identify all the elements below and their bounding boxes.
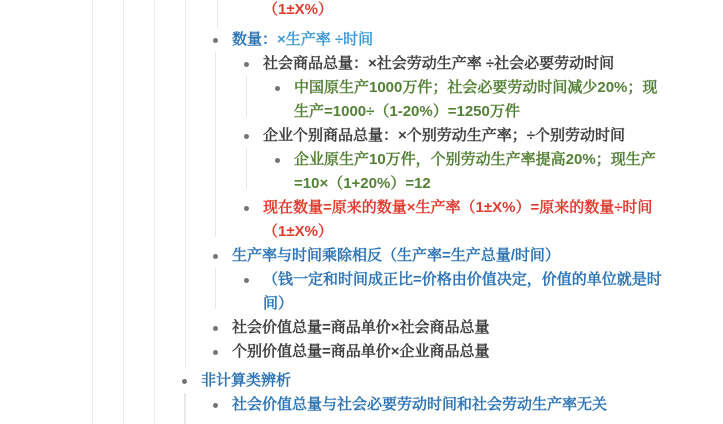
node-text[interactable] — [263, 124, 663, 148]
bullet-dot-icon — [213, 326, 218, 331]
node-bullet[interactable] — [241, 196, 252, 220]
node-bullet[interactable] — [210, 28, 221, 52]
node-text[interactable] — [232, 316, 702, 340]
node-text-segment: 社会价值总量与社会必要劳动时间和社会劳动生产率无关 — [232, 396, 608, 413]
node-text-segment: 现在数量=原来的数量×生产率（1±X%）=原来的数量÷时间（1±X%） — [263, 199, 653, 240]
outline-node[interactable] — [0, 340, 723, 364]
outline-node[interactable] — [0, 268, 723, 316]
node-text-segment: 企业个别商品总量：×个别劳动生产率；÷个别劳动时间 — [263, 127, 625, 144]
node-text[interactable] — [263, 0, 663, 22]
node-text[interactable] — [232, 28, 702, 52]
node-text-segment: （钱一定和时间成正比=价格由价值决定，价值的单位就是时间） — [263, 271, 662, 312]
node-bullet[interactable] — [272, 148, 283, 172]
outline-node[interactable] — [0, 393, 723, 417]
bullet-dot-icon — [275, 158, 280, 163]
outline-node[interactable] — [0, 369, 723, 393]
node-text-segment: 中国原生产1000万件；社会必要劳动时间减少20%；现生产=1000÷（1-20%）=1250万件 — [294, 79, 658, 120]
node-text-segment: 数量： — [232, 31, 278, 48]
outline-node[interactable] — [0, 244, 723, 268]
node-text-segment: 企业原生产10万件，个别劳动生产率提高20%；现生产=10×（1+20%）=12 — [294, 151, 656, 192]
bullet-dot-icon — [213, 38, 218, 43]
bullet-dot-icon — [213, 350, 218, 355]
node-bullet[interactable] — [241, 52, 252, 76]
bullet-dot-icon — [182, 379, 187, 384]
bullet-dot-icon — [213, 403, 218, 408]
node-text[interactable] — [232, 393, 702, 417]
outline-node[interactable] — [0, 196, 723, 244]
outline-node[interactable] — [0, 52, 723, 76]
outline-node[interactable] — [0, 0, 723, 22]
node-bullet[interactable] — [179, 369, 190, 393]
outline-node[interactable] — [0, 316, 723, 340]
bullet-dot-icon — [213, 254, 218, 259]
node-text[interactable] — [263, 196, 663, 244]
node-text[interactable] — [201, 369, 701, 393]
outline-node[interactable] — [0, 148, 723, 196]
node-text-segment: 非计算类辨析 — [201, 372, 292, 389]
bullet-dot-icon — [244, 278, 249, 283]
node-text-segment: 社会商品总量：×社会劳动生产率 ÷社会必要劳动时间 — [263, 55, 615, 72]
outline-node[interactable] — [0, 28, 723, 52]
node-bullet[interactable] — [210, 393, 221, 417]
node-text-segment: 个别价值总量=商品单价×企业商品总量 — [232, 343, 490, 360]
node-text[interactable] — [294, 148, 669, 196]
node-text-segment: 社会价值总量=商品单价×社会商品总量 — [232, 319, 490, 336]
node-text-segment: 生产率与时间乘除相反（生产率=生产总量/时间） — [232, 247, 560, 264]
node-bullet[interactable] — [210, 316, 221, 340]
bullet-dot-icon — [275, 86, 280, 91]
bullet-dot-icon — [244, 206, 249, 211]
node-text[interactable] — [232, 244, 702, 268]
node-bullet[interactable] — [241, 124, 252, 148]
outline-node[interactable] — [0, 124, 723, 148]
outline-node[interactable] — [0, 76, 723, 124]
bullet-dot-icon — [244, 62, 249, 67]
node-text[interactable] — [263, 52, 663, 76]
node-bullet[interactable] — [241, 268, 252, 292]
bullet-dot-icon — [244, 134, 249, 139]
node-text-segment: （1±X%） — [263, 1, 333, 18]
node-bullet[interactable] — [272, 76, 283, 100]
node-text[interactable] — [263, 268, 663, 316]
node-bullet[interactable] — [210, 244, 221, 268]
node-bullet[interactable] — [210, 340, 221, 364]
node-text-segment: ×生产率 ÷时间 — [277, 31, 374, 48]
node-text[interactable] — [232, 340, 702, 364]
node-text[interactable] — [294, 76, 669, 124]
